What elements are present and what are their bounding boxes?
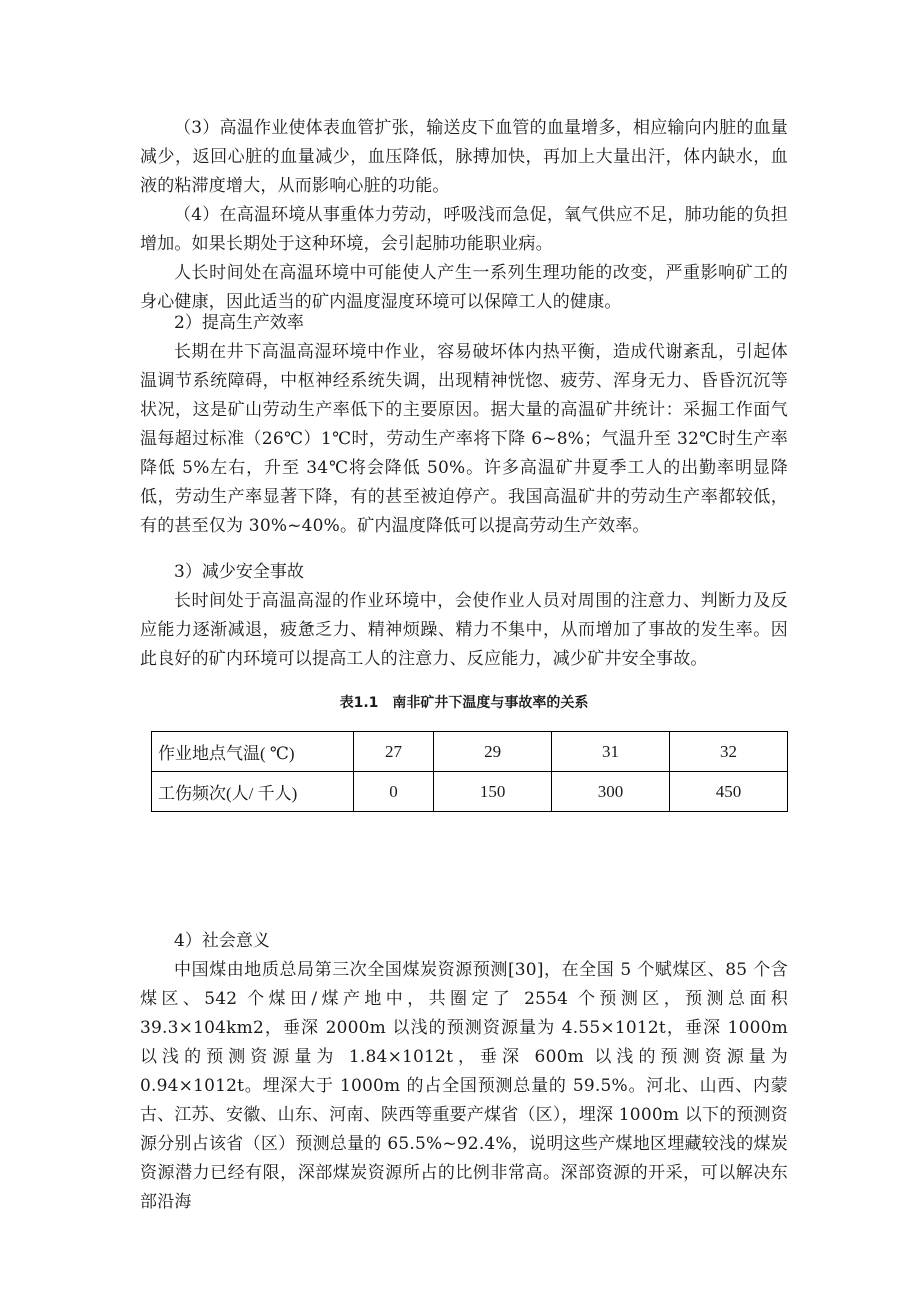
paragraph-efficiency: 长期在井下高温高湿环境中作业，容易破坏体内热平衡，造成代谢紊乱，引起体温调节系统障碍，中枢神经系统失调，出现精神恍惚、疲劳、浑身无力、昏昏沉沉等状况，这是矿山劳动生产率低下的主要原因。据大量的高温矿井统计：采掘工作面气温每超过标准（26℃）1℃时，劳动生产率将下降 6~8%；气温升至 32℃时生产率降低 5%左右，升至 34℃将会降低 50%。许多高温矿井夏季工人的出勤率明显降低，劳动生产率显著下降，有的甚至被迫停产。我国高温矿井的劳动生产率都较低，有的甚至仅为 30%~40%。矿内温度降低可以提高劳动生产效率。	[140, 342, 788, 536]
table-cell: 450	[670, 772, 788, 812]
row-label-injury-frequency: 工伤频次(人/ 千人)	[152, 772, 354, 812]
paragraph-high-temp-heart: （3）高温作业使体表血管扩张，输送皮下血管的血量增多，相应输向内脏的血量减少，返回心脏的血量减少，血压降低，脉搏加快，再加上大量出汗，体内缺水，血液的粘滞度增大，从而影响心脏的功能。	[140, 118, 788, 196]
table-cell: 31	[552, 732, 670, 772]
table-cell: 300	[552, 772, 670, 812]
table-cell: 32	[670, 732, 788, 772]
paragraph-social: 中国煤由地质总局第三次全国煤炭资源预测[30]，在全国 5 个赋煤区、85 个含煤区、542 个煤田/煤产地中，共圈定了 2554 个预测区，预测总面积 39.3×104km2，垂深 2000m 以浅的预测资源量为 4.55×1012t，垂深 1000m 以浅的预测资源量为 1.84×1012t，垂深 600m 以浅的预测资源量为 0.94×1012t。埋深大于 1000m 的占全国预测总量的 59.5%。河北、山西、内蒙古、江苏、安徽、山东、河南、陕西等重要产煤省（区），埋深 1000m 以下的预测资源分别占该省（区）预测总量的 65.5%~92.4%，说明这些产煤地区埋藏较浅的煤炭资源潜力已经有限，深部煤炭资源所占的比例非常高。深部资源的开采，可以解决东部沿海	[140, 960, 788, 1212]
paragraph-safety: 长时间处于高温高湿的作业环境中，会使作业人员对周围的注意力、判断力及反应能力逐渐减退，疲惫乏力、精神烦躁、精力不集中，从而增加了事故的发生率。因此良好的矿内环境可以提高工人的注意力、反应能力，减少矿井安全事故。	[140, 591, 788, 669]
paragraph-high-temp-lung: （4）在高温环境从事重体力劳动，呼吸浅而急促，氧气供应不足，肺功能的负担增加。如果长期处于这种环境，会引起肺功能职业病。	[140, 205, 788, 254]
section-heading-social: 4）社会意义	[174, 931, 270, 951]
table-caption: 表1.1 南非矿井下温度与事故率的关系	[339, 695, 589, 711]
table-cell: 29	[434, 732, 552, 772]
table-cell: 150	[434, 772, 552, 812]
health-section	[140, 114, 788, 317]
efficiency-section	[140, 309, 788, 541]
paragraph-health-summary: 人长时间处在高温环境中可能使人产生一系列生理功能的改变，严重影响矿工的身心健康，因此适当的矿内温度湿度环境可以保障工人的健康。	[140, 263, 788, 312]
table-row	[152, 772, 788, 812]
safety-section	[140, 558, 788, 674]
table-cell: 0	[354, 772, 434, 812]
temperature-accident-table	[151, 731, 788, 812]
section-heading-efficiency: 2）提高生产效率	[174, 313, 304, 333]
table-cell: 27	[354, 732, 434, 772]
social-section	[140, 927, 788, 1217]
table-row	[152, 732, 788, 772]
section-heading-safety: 3）减少安全事故	[174, 562, 304, 582]
row-label-temperature: 作业地点气温( ℃)	[152, 732, 354, 772]
